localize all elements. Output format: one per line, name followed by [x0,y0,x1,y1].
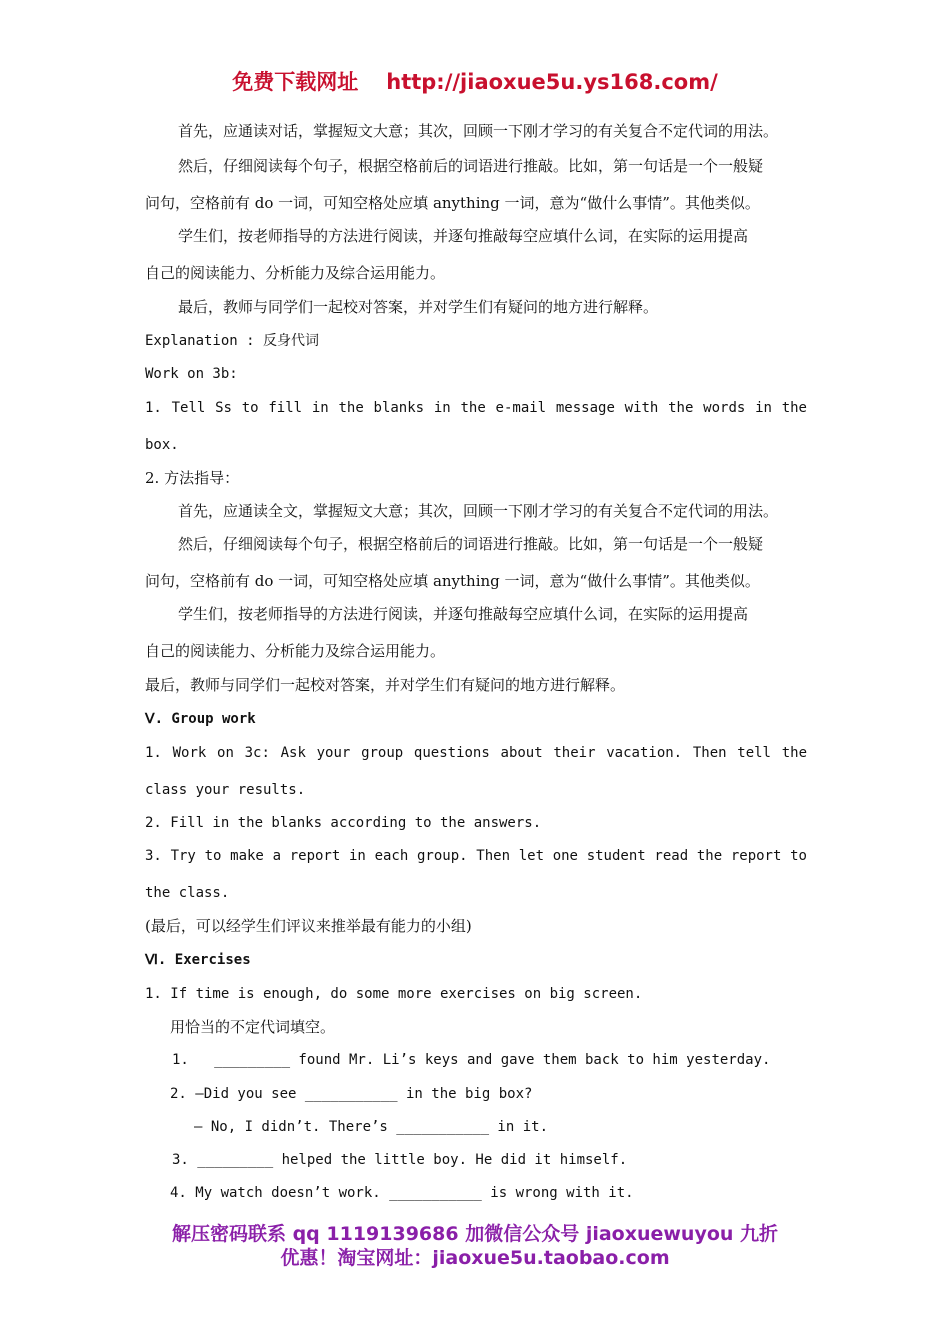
exercise-item: 2. —Did you see ___________ in the big box? [170,1086,533,1102]
header-title: 免费下载网址 [232,70,359,94]
exercise-item: 3. _________ helped the little boy. He did it himself. [172,1152,628,1168]
list-item-continuation: box. [145,437,179,453]
section-heading-group-work: Ⅴ. Group work [145,711,256,727]
paragraph-line: 学生们，按老师指导的方法进行阅读，并逐句推敲每空应填什么词，在实际的运用提高 [178,227,749,245]
exercise-instruction: 用恰当的不定代词填空。 [170,1018,336,1036]
list-item: 3. Try to make a report in each group. Then let one student read the report to [145,848,807,864]
list-item: 1. Work on 3c: Ask your group questions about their vacation. Then tell the [145,745,807,761]
paragraph-line: 首先，应通读对话，掌握短文大意；其次，回顾一下刚才学习的有关复合不定代词的用法。 [178,122,779,140]
footer-line-2: 优惠！淘宝网址：jiaoxue5u.taobao.com [280,1247,670,1269]
paragraph-line: 最后，教师与同学们一起校对答案，并对学生们有疑问的地方进行解释。 [178,298,659,316]
list-item-continuation: the class. [145,885,230,901]
paragraph-line: 自己的阅读能力、分析能力及综合运用能力。 [145,264,446,282]
paragraph-line: 然后，仔细阅读每个句子，根据空格前后的词语进行推敲。比如，第一句话是一个一般疑 [178,535,764,553]
paragraph-line: 问句，空格前有 do 一词，可知空格处应填 anything 一词，意为“做什么事情”。其他类似。 [145,194,760,212]
paragraph-line: 首先，应通读全文，掌握短文大意；其次，回顾一下刚才学习的有关复合不定代词的用法。 [178,502,779,520]
exercise-item-response: — No, I didn’t. There’s ___________ in it. [194,1119,549,1135]
explanation-line: Explanation : 反身代词 [145,333,320,349]
exercise-item: 4. My watch doesn’t work. ___________ is wrong with it. [170,1185,634,1201]
section-heading-exercises: Ⅵ. Exercises [145,952,251,968]
exercise-item: 1. _________ found Mr. Li’s keys and gave them back to him yesterday. [172,1052,771,1068]
list-item: 2. Fill in the blanks according to the answers. [145,815,542,831]
footer-line-1: 解压密码联系 qq 1119139686 加微信公众号 jiaoxuewuyou 九折 [171,1223,779,1245]
paragraph-line: 自己的阅读能力、分析能力及综合运用能力。 [145,642,446,660]
note-line: (最后，可以经学生们评议来推举最有能力的小组) [145,917,472,935]
paragraph-line: 然后，仔细阅读每个句子，根据空格前后的词语进行推敲。比如，第一句话是一个一般疑 [178,157,764,175]
paragraph-line: 最后，教师与同学们一起校对答案，并对学生们有疑问的地方进行解释。 [145,676,626,694]
list-item: 1. Tell Ss to fill in the blanks in the e-mail message with the words in the [145,400,807,416]
work-heading: Work on 3b: [145,366,238,382]
list-item-continuation: class your results. [145,782,306,798]
paragraph-line: 问句，空格前有 do 一词，可知空格处应填 anything 一词，意为“做什么事情”。其他类似。 [145,572,760,590]
header-url-link[interactable]: http://jiaoxue5u.ys168.com/ [386,70,718,94]
page-header [0,66,950,96]
list-item: 1. If time is enough, do some more exercises on big screen. [145,986,643,1002]
list-item: 2. 方法指导： [145,469,240,487]
paragraph-line: 学生们，按老师指导的方法进行阅读，并逐句推敲每空应填什么词，在实际的运用提高 [178,605,749,623]
